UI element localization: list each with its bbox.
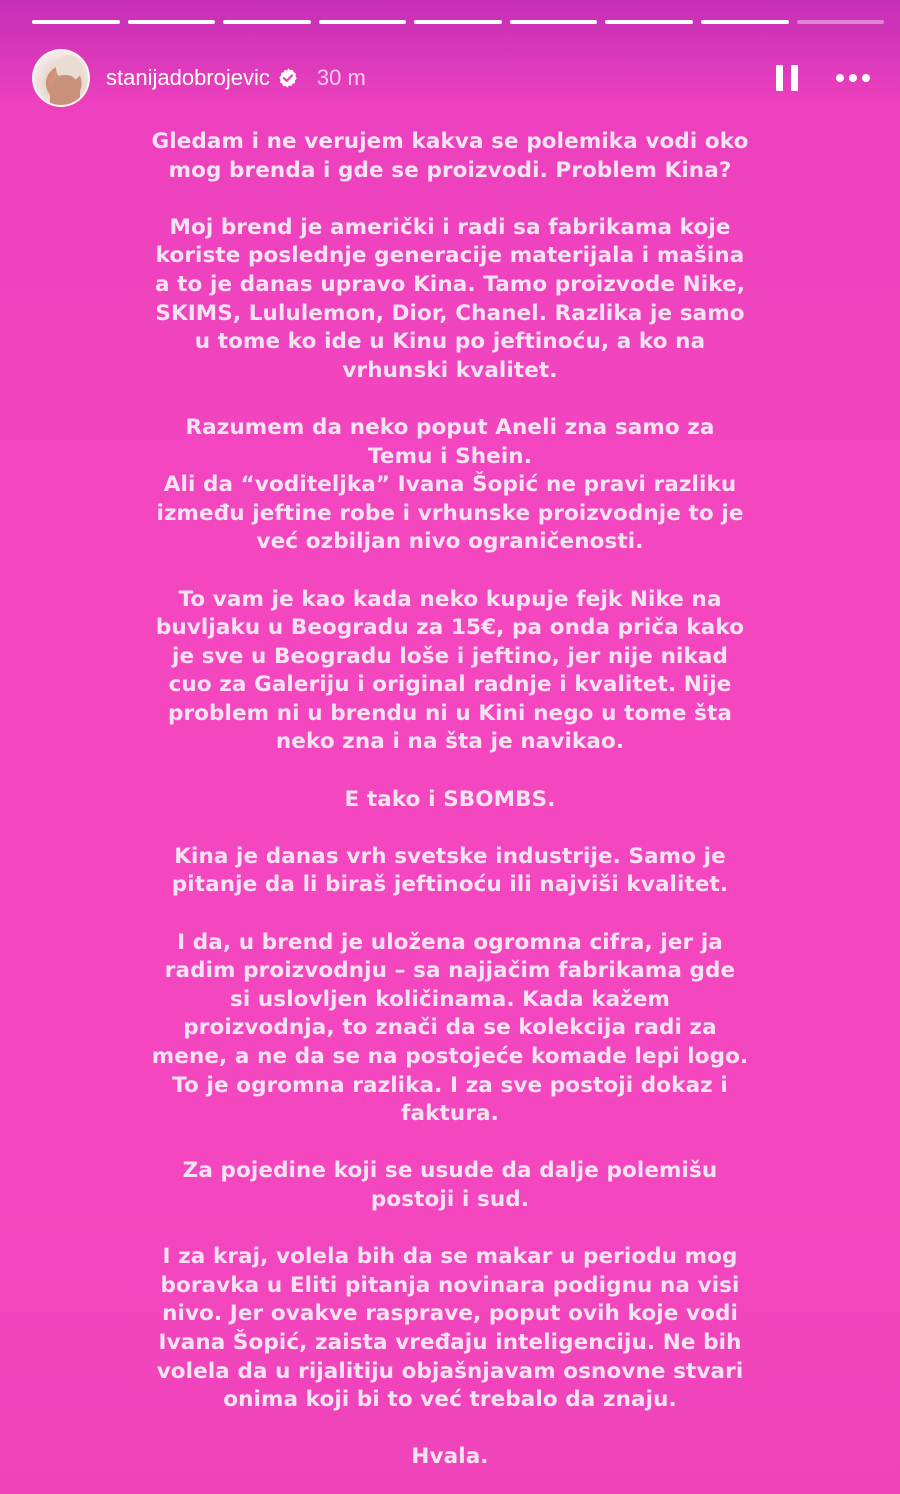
story-progress-bar: [32, 20, 884, 26]
more-options-icon[interactable]: [836, 74, 870, 82]
progress-segment-2: [128, 20, 216, 24]
progress-segment-3: [223, 20, 311, 24]
progress-segment-6: [510, 20, 598, 24]
paragraph-1: Gledam i ne verujem kakva se polemika vodi oko mog brenda i gde se proizvodi. Problem Kina?: [151, 129, 749, 183]
story-controls: [776, 65, 870, 91]
paragraph-7: I da, u brend je uložena ogromna cifra, jer ja radim proizvodnju – sa najjačim fabrikama gde si uslovljen količinama. Kada kažem proizvodnja, to znači da se kolekcija radi za mene, a ne da se na postojeće komade lepi logo. To je ogromna razlika. I za sve postoji dokaz i faktura.: [151, 929, 749, 1127]
paragraph-10: Hvala.: [411, 1444, 489, 1470]
avatar[interactable]: [32, 49, 90, 107]
progress-segment-9: [797, 20, 885, 24]
paragraph-8: Za pojedine koji se usude da dalje polemišu postoji i sud.: [182, 1158, 718, 1212]
post-time: 30 m: [316, 65, 366, 90]
paragraph-3: Razumem da neko poput Aneli zna samo za Temu i Shein. Ali da “voditeljka” Ivana Šopić ne pravi razliku između jeftine robe i vrhunske proizvodnje to je već ozbiljan nivo ograničenosti.: [156, 414, 744, 555]
pause-icon[interactable]: [776, 65, 798, 91]
paragraph-9: I za kraj, volela bih da se makar u periodu mog boravka u Eliti pitanja novinara podignu na visi nivo. Jer ovakve rasprave, poput ovih koje vodi Ivana Šopić, zaista vređaju inteligenciju. Ne bih volela da u rijalitiju objašnjavam osnovne stvari onima koji bi to već trebalo da znaju.: [156, 1244, 744, 1413]
username-link[interactable]: stanijadobrojevic: [106, 65, 270, 90]
progress-segment-4: [319, 20, 407, 24]
paragraph-6: Kina je danas vrh svetske industrije. Samo je pitanje da li biraš jeftinoću ili najviši kvalitet.: [171, 843, 729, 898]
progress-segment-1: [32, 20, 120, 24]
story-header: [32, 48, 884, 108]
verified-badge-icon: [277, 67, 299, 89]
avatar-figure: [50, 75, 80, 107]
progress-segment-7: [605, 20, 693, 24]
paragraph-5: E tako i SBOMBS.: [344, 786, 556, 812]
progress-segment-5: [414, 20, 502, 24]
paragraph-2: Moj brend je američki i radi sa fabrikama koje koriste poslednje generacije materijala i mašina a to je danas upravo Kina. Tamo proizvode Nike, SKIMS, Lululemon, Dior, Chanel. Razlika je samo u tome ko ide u Kinu po jeftinoću, a ko na vrhunski kvalitet.: [154, 214, 746, 383]
paragraph-4: To vam je kao kada neko kupuje fejk Nike na buvljaku u Beogradu za 15€, pa onda priča kako je sve u Beogradu loše i jeftino, jer nije nikad cuo za Galeriju i original radnje i kvalitet. Nije problem ni u brendu ni u Kini nego u tome šta neko zna i na šta je navikao.: [155, 586, 745, 755]
story-text: [120, 128, 780, 1472]
progress-segment-8: [701, 20, 789, 24]
